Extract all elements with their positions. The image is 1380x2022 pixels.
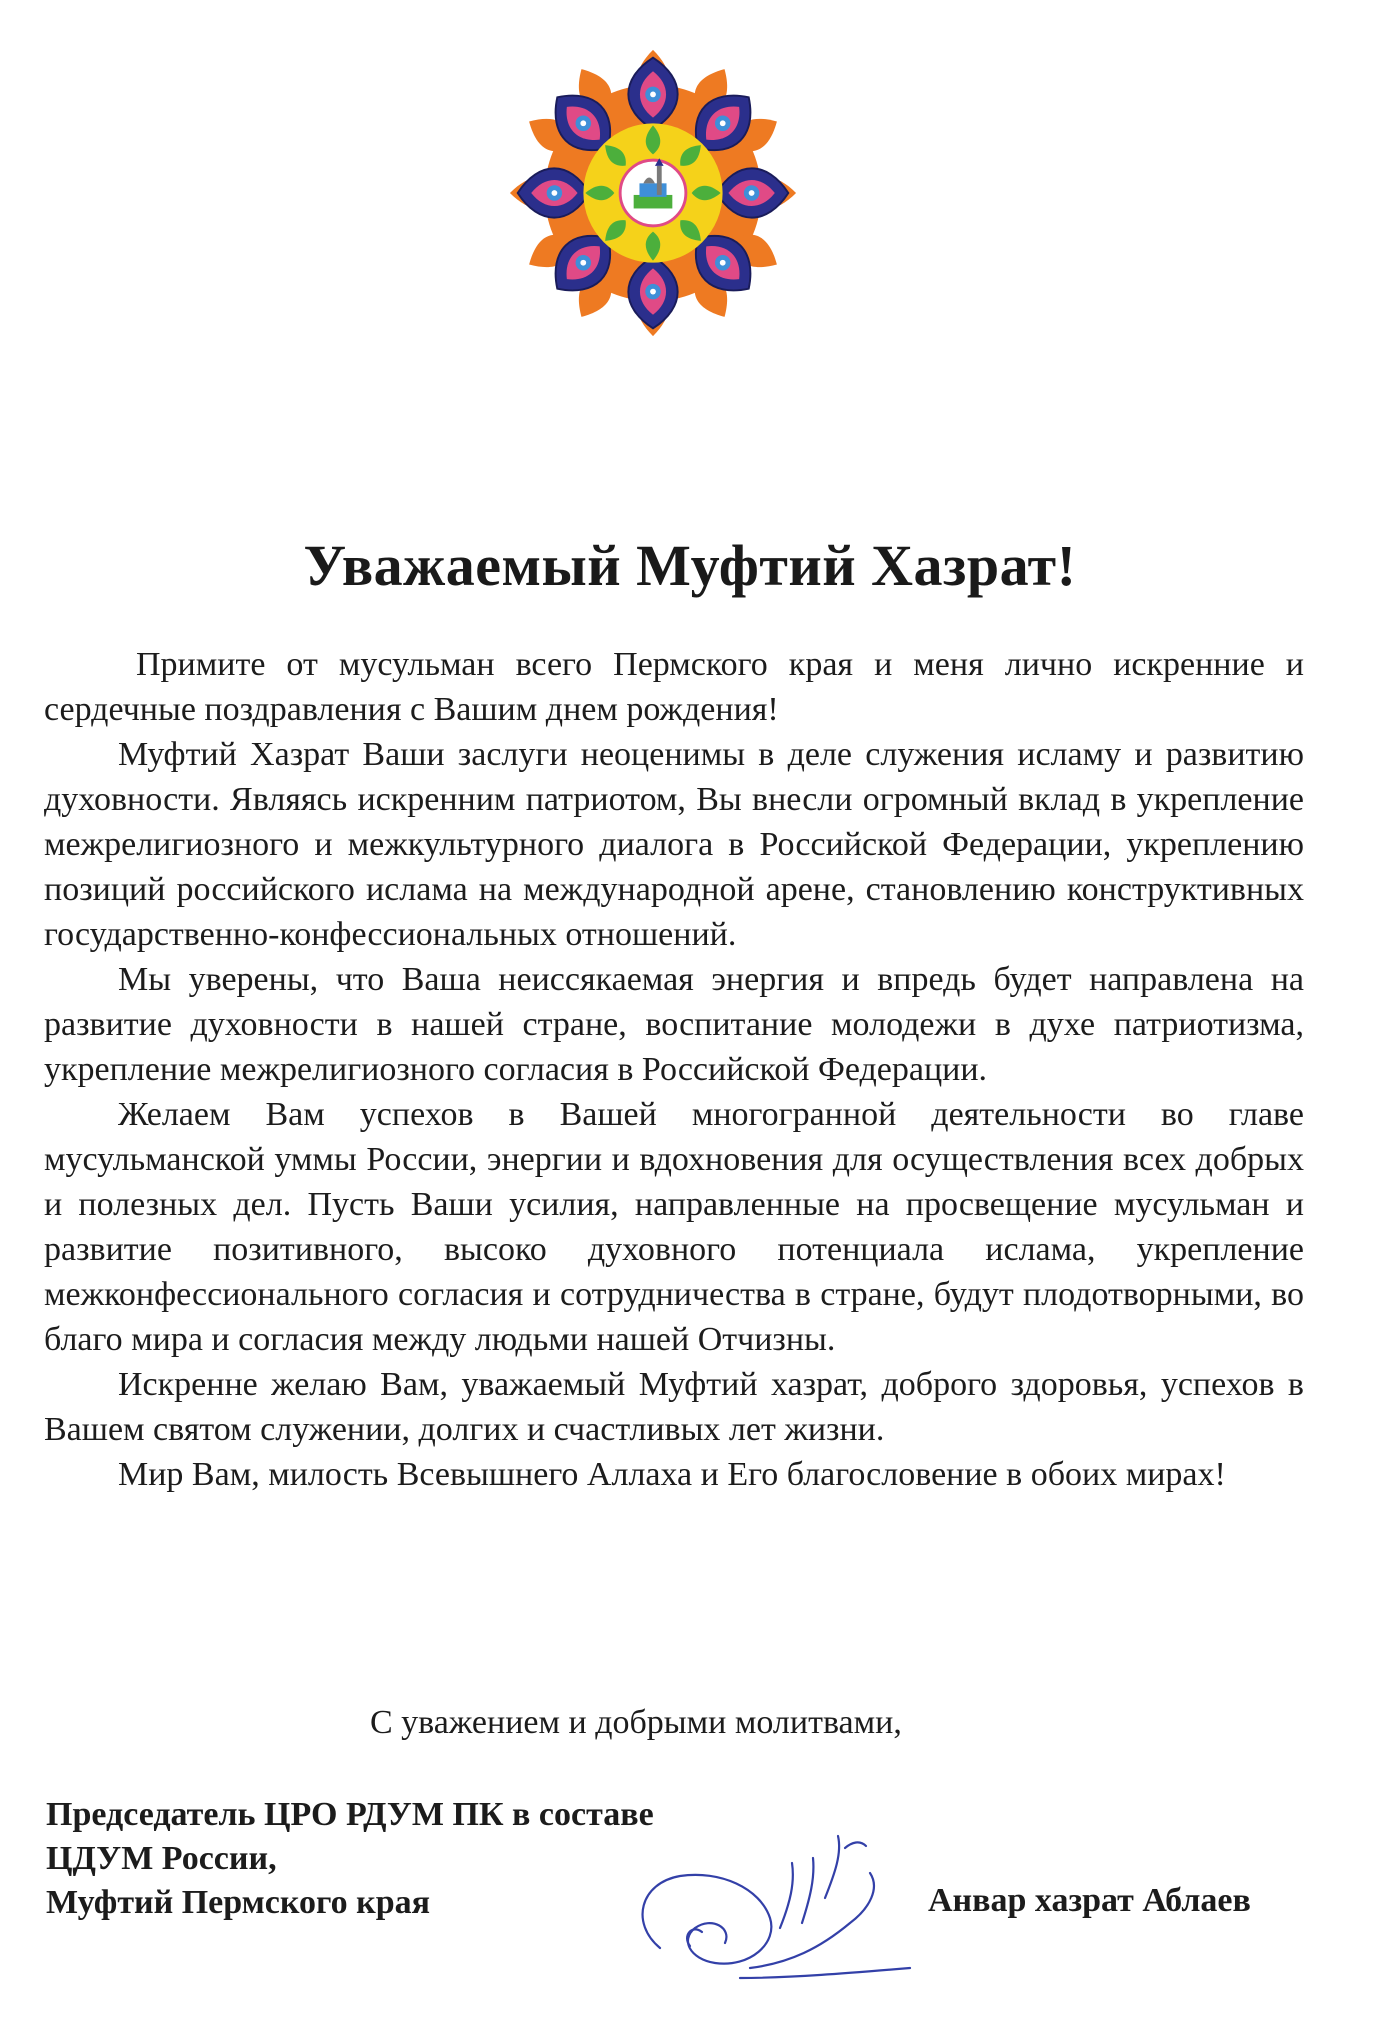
signatory-name: Анвар хазрат Аблаев: [928, 1882, 1251, 1919]
closing-line: С уважением и добрыми молитвами,: [370, 1704, 902, 1741]
letter-body: [44, 642, 1304, 1497]
emblem-icon: [508, 48, 798, 338]
paragraph: Желаем Вам успехов в Вашей многогранной деятельности во главе мусульманской уммы России, энергии и вдохновения для осуществления всех добрых и полезных дел. Пусть Ваши усилия, направленные на просвещение мусульман и развитие позитивного, высоко духовного потенциала ислама, укрепление межконфессионального согласия и сотрудничества в стране, будут плодотворными, во благо мира и согласия между людьми нашей Отчизны.: [44, 1096, 1304, 1358]
paragraph: Мы уверены, что Ваша неиссякаемая энергия и впредь будет направлена на развитие духовности в нашей стране, воспитание молодежи в духе патриотизма, укрепление межрелигиозного согласия в Российской Федерации.: [44, 961, 1304, 1088]
paragraph: Мир Вам, милость Всевышнего Аллаха и Его благословение в обоих мирах!: [118, 1456, 1226, 1493]
letter-title: Уважаемый Муфтий Хазрат!: [303, 533, 1077, 598]
position-line: Муфтий Пермского края: [46, 1884, 431, 1921]
paragraph: Примите от мусульман всего Пермского края и меня лично искренние и сердечные поздравления с Вашим днем рождения!: [44, 646, 1304, 728]
position-line: Председатель ЦРО РДУМ ПК в составе: [46, 1796, 654, 1833]
signatory-position: [46, 1793, 654, 1925]
paragraph: Муфтий Хазрат Ваши заслуги неоценимы в деле служения исламу и развитию духовности. Являясь искренним патриотом, Вы внесли огромный вклад в укрепление межрелигиозного и межкультурного диалога в Российской Федерации, укреплению позиций российского ислама на международной арене, становлению конструктивных государственно-конфессиональных отношений.: [44, 736, 1304, 953]
position-line: ЦДУМ России,: [46, 1840, 277, 1877]
handwritten-signature-icon: [620, 1828, 920, 1998]
paragraph: Искренне желаю Вам, уважаемый Муфтий хазрат, доброго здоровья, успехов в Вашем святом служении, долгих и счастливых лет жизни.: [44, 1366, 1304, 1448]
